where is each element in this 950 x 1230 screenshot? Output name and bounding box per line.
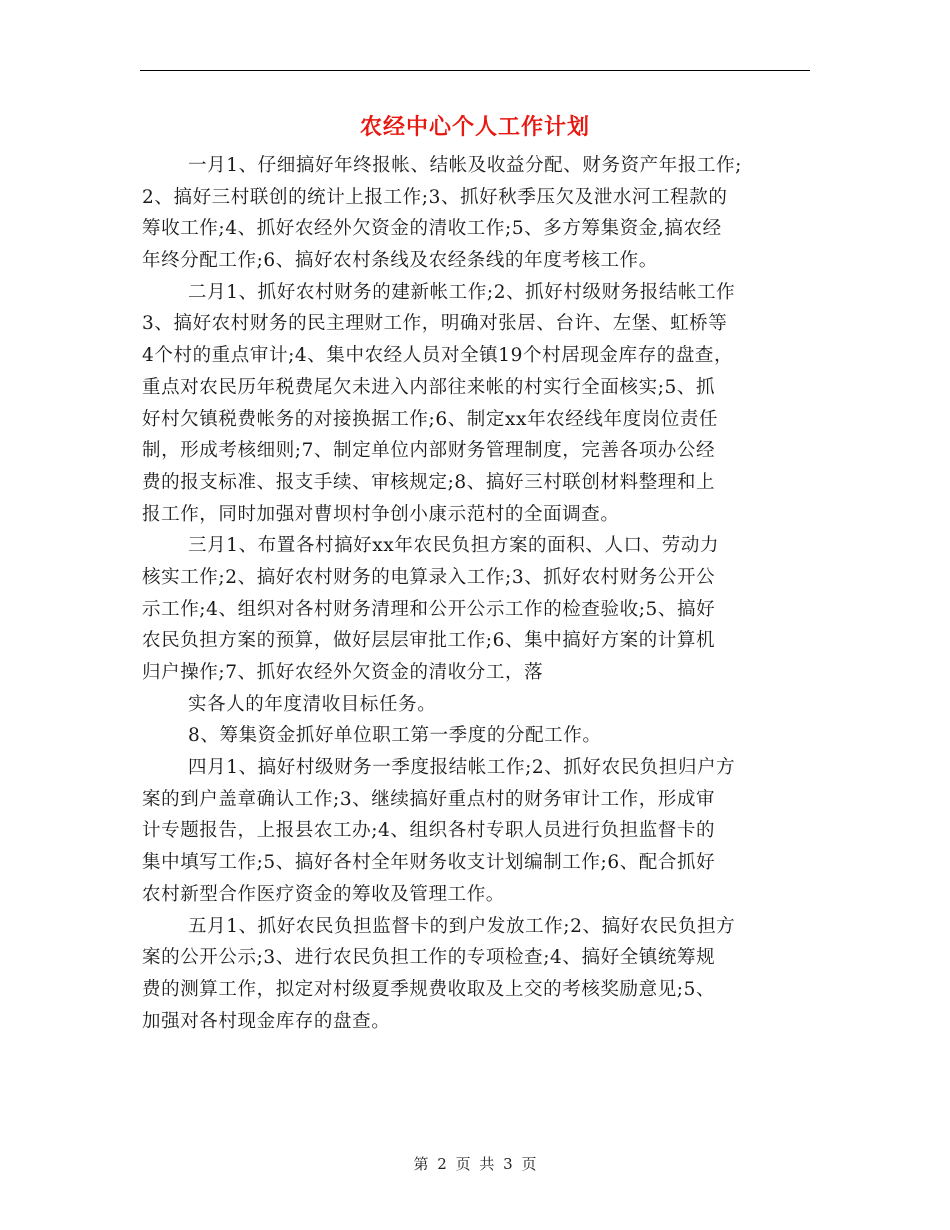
body-line: 案的到户盖章确认工作;3、继续搞好重点村的财务审计工作，形成审 — [142, 788, 716, 810]
body-line: 五月1、抓好农民负担监督卡的到户发放工作;2、搞好农民负担方 — [188, 915, 736, 937]
body-line: 费的测算工作，拟定对村级夏季规费收取及上交的考核奖励意见;5、 — [142, 978, 716, 1000]
document-title: 农经中心个人工作计划 — [359, 114, 590, 140]
body-line: 8、筹集资金抓好单位职工第一季度的分配工作。 — [188, 725, 602, 747]
body-line: 好村欠镇税费帐务的对接换据工作;6、制定xx年农经线年度岗位责任 — [142, 408, 719, 430]
document-body — [142, 150, 810, 1037]
body-line: 二月1、抓好农村财务的建新帐工作;2、抓好村级财务报结帐工作 — [188, 281, 736, 303]
body-line: 四月1、搞好村级财务一季度报结帐工作;2、抓好农民负担归户方 — [188, 757, 736, 779]
body-line: 3、搞好农村财务的民主理财工作，明确对张居、台许、左堡、虹桥等 — [142, 313, 728, 335]
body-line: 三月1、布置各村搞好xx年农民负担方案的面积、人口、劳动力 — [188, 535, 720, 557]
body-line: 报工作，同时加强对曹坝村争创小康示范村的全面调查。 — [142, 503, 620, 525]
body-line: 农村新型合作医疗资金的筹收及管理工作。 — [142, 883, 505, 905]
body-line: 4个村的重点审计;4、集中农经人员对全镇19个村居现金库存的盘查， — [142, 345, 734, 367]
body-line: 案的公开公示;3、进行农民负担工作的专项检查;4、搞好全镇统筹规 — [142, 947, 716, 969]
body-line: 一月1、仔细搞好年终报帐、结帐及收益分配、财务资产年报工作; — [188, 155, 743, 176]
page-number: 第 2 页 共 3 页 — [413, 1155, 537, 1173]
body-line: 2、搞好三村联创的统计上报工作;3、抓好秋季压欠及泄水河工程款的 — [142, 186, 728, 208]
body-line: 集中填写工作;5、搞好各村全年财务收支计划编制工作;6、配合抓好 — [142, 852, 716, 874]
body-line: 核实工作;2、搞好农村财务的电算录入工作;3、抓好农村财务公开公 — [142, 566, 716, 588]
body-line: 归户操作;7、抓好农经外欠资金的清收分工，落 — [142, 662, 544, 683]
body-line: 制，形成考核细则;7、制定单位内部财务管理制度，完善各项办公经 — [142, 440, 716, 462]
body-line: 实各人的年度清收目标任务。 — [188, 693, 437, 715]
header-rule — [140, 70, 810, 71]
body-line: 重点对农民历年税费尾欠未进入内部往来帐的村实行全面核实;5、抓 — [142, 376, 716, 398]
body-line: 示工作;4、组织对各村财务清理和公开公示工作的检查验收;5、搞好 — [142, 598, 716, 620]
body-line: 年终分配工作;6、搞好农村条线及农经条线的年度考核工作。 — [142, 250, 658, 272]
body-line: 计专题报告，上报县农工办;4、组织各村专职人员进行负担监督卡的 — [142, 820, 716, 842]
body-line: 加强对各村现金库存的盘查。 — [142, 1010, 391, 1032]
body-line: 农民负担方案的预算，做好层层审批工作;6、集中搞好方案的计算机 — [142, 630, 716, 652]
body-line: 费的报支标准、报支手续、审核规定;8、搞好三村联创材料整理和上 — [142, 471, 716, 493]
body-line: 筹收工作;4、抓好农经外欠资金的清收工作;5、多方筹集资金,搞农经 — [142, 218, 722, 240]
